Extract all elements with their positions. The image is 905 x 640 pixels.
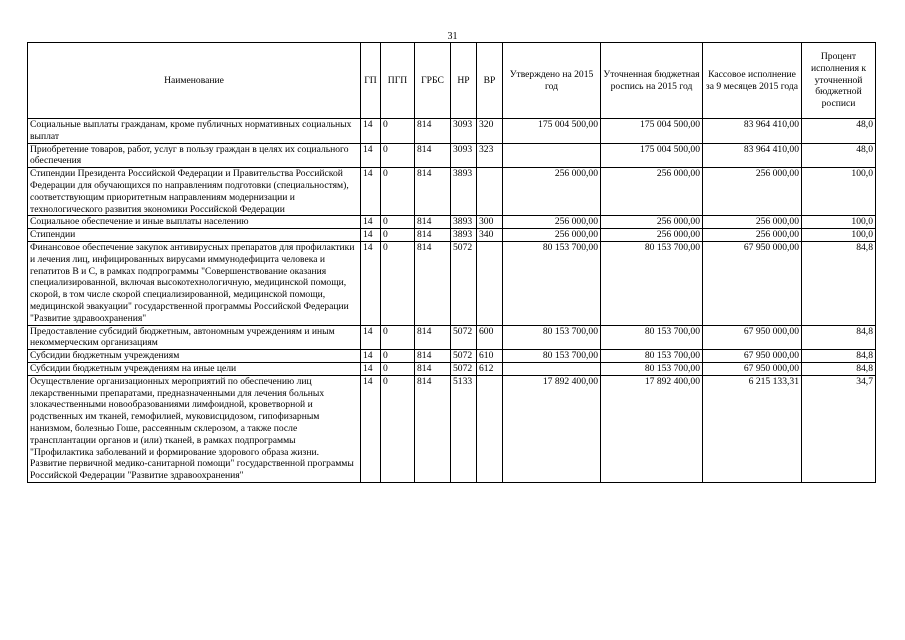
header-percent: Процент исполнения к уточненной бюджетной росписи (802, 43, 876, 119)
row-nr: 5072 (451, 325, 477, 350)
row-approved: 256 000,00 (503, 168, 601, 216)
row-ppgp: 0 (381, 119, 415, 144)
header-gp: ГП (361, 43, 381, 119)
row-name: Социальное обеспечение и иные выплаты населению (28, 216, 361, 229)
row-nr: 5072 (451, 350, 477, 363)
row-refined: 175 004 500,00 (601, 143, 703, 168)
row-name: Социальные выплаты гражданам, кроме публичных нормативных социальных выплат (28, 119, 361, 144)
table-row (28, 143, 876, 168)
table-row (28, 216, 876, 229)
row-grbs: 814 (415, 362, 451, 375)
row-refined: 256 000,00 (601, 168, 703, 216)
row-nr: 3893 (451, 216, 477, 229)
row-approved: 17 892 400,00 (503, 375, 601, 482)
table-row (28, 168, 876, 216)
header-refined: Уточненная бюджетная роспись на 2015 год (601, 43, 703, 119)
row-name: Приобретение товаров, работ, услуг в пользу граждан в целях их социального обеспечения (28, 143, 361, 168)
row-refined: 80 153 700,00 (601, 350, 703, 363)
row-ppgp: 0 (381, 168, 415, 216)
table-row (28, 375, 876, 482)
row-percent: 100,0 (802, 168, 876, 216)
row-vr (477, 168, 503, 216)
row-vr (477, 241, 503, 325)
table-row (28, 119, 876, 144)
row-cash: 67 950 000,00 (703, 350, 802, 363)
header-nr: НР (451, 43, 477, 119)
row-gp: 14 (361, 375, 381, 482)
row-refined: 256 000,00 (601, 229, 703, 242)
row-vr: 300 (477, 216, 503, 229)
row-ppgp: 0 (381, 362, 415, 375)
table-header (28, 43, 876, 119)
row-nr: 3893 (451, 229, 477, 242)
row-percent: 84,8 (802, 325, 876, 350)
row-cash: 67 950 000,00 (703, 241, 802, 325)
row-percent: 48,0 (802, 119, 876, 144)
row-percent: 84,8 (802, 350, 876, 363)
row-vr: 610 (477, 350, 503, 363)
row-ppgp: 0 (381, 350, 415, 363)
row-ppgp: 0 (381, 241, 415, 325)
header-name: Наименование (28, 43, 361, 119)
row-grbs: 814 (415, 143, 451, 168)
row-cash: 83 964 410,00 (703, 119, 802, 144)
row-refined: 175 004 500,00 (601, 119, 703, 144)
row-name: Стипендии Президента Российской Федерации и Правительства Российской Федерации для обучающихся по направлениям подготовки (специальностям), соответствующим приоритетным направлениям модернизации и технологического развития экономики Российской Федерации (28, 168, 361, 216)
row-nr: 5072 (451, 241, 477, 325)
row-grbs: 814 (415, 350, 451, 363)
row-vr (477, 375, 503, 482)
row-approved: 80 153 700,00 (503, 325, 601, 350)
row-name: Финансовое обеспечение закупок антивирусных препаратов для профилактики и лечения лиц, инфицированных вирусами иммунодефицита человека и гепатитов В и С, в рамках подпрограммы "Совершенствование оказания специализированной, включая высокотехнологичную, медицинской помощи, скорой, в том числе скорой специализированной, медицинской помощи, медицинской эвакуации" государственной программы Российской Федерации "Развитие здравоохранения" (28, 241, 361, 325)
row-cash: 67 950 000,00 (703, 362, 802, 375)
row-refined: 80 153 700,00 (601, 362, 703, 375)
row-vr: 320 (477, 119, 503, 144)
row-cash: 256 000,00 (703, 216, 802, 229)
row-gp: 14 (361, 241, 381, 325)
row-approved (503, 362, 601, 375)
row-vr: 323 (477, 143, 503, 168)
row-cash: 67 950 000,00 (703, 325, 802, 350)
row-name: Предоставление субсидий бюджетным, автономным учреждениям и иным некоммерческим организациям (28, 325, 361, 350)
table-row (28, 362, 876, 375)
row-gp: 14 (361, 119, 381, 144)
row-refined: 256 000,00 (601, 216, 703, 229)
table-row (28, 350, 876, 363)
row-nr: 3093 (451, 143, 477, 168)
row-ppgp: 0 (381, 143, 415, 168)
row-refined: 80 153 700,00 (601, 241, 703, 325)
row-grbs: 814 (415, 325, 451, 350)
row-nr: 5133 (451, 375, 477, 482)
row-nr: 5072 (451, 362, 477, 375)
table-row (28, 229, 876, 242)
row-cash: 6 215 133,31 (703, 375, 802, 482)
header-ppgp: ПГП (381, 43, 415, 119)
row-gp: 14 (361, 143, 381, 168)
row-approved: 175 004 500,00 (503, 119, 601, 144)
row-grbs: 814 (415, 168, 451, 216)
budget-table (27, 42, 876, 483)
row-gp: 14 (361, 168, 381, 216)
row-gp: 14 (361, 325, 381, 350)
row-name: Субсидии бюджетным учреждениям на иные цели (28, 362, 361, 375)
page-number: 31 (447, 31, 458, 42)
header-grbs: ГРБС (415, 43, 451, 119)
row-gp: 14 (361, 216, 381, 229)
row-refined: 17 892 400,00 (601, 375, 703, 482)
row-gp: 14 (361, 229, 381, 242)
header-vr: ВР (477, 43, 503, 119)
row-cash: 256 000,00 (703, 229, 802, 242)
table-row (28, 241, 876, 325)
row-ppgp: 0 (381, 216, 415, 229)
row-approved: 256 000,00 (503, 229, 601, 242)
row-vr: 612 (477, 362, 503, 375)
row-nr: 3093 (451, 119, 477, 144)
row-grbs: 814 (415, 229, 451, 242)
row-approved: 80 153 700,00 (503, 350, 601, 363)
table-row (28, 325, 876, 350)
row-grbs: 814 (415, 119, 451, 144)
row-percent: 100,0 (802, 229, 876, 242)
row-cash: 256 000,00 (703, 168, 802, 216)
row-grbs: 814 (415, 216, 451, 229)
header-approved: Утверждено на 2015 год (503, 43, 601, 119)
row-gp: 14 (361, 350, 381, 363)
row-percent: 84,8 (802, 241, 876, 325)
row-ppgp: 0 (381, 229, 415, 242)
row-percent: 48,0 (802, 143, 876, 168)
row-name: Осуществление организационных мероприятий по обеспечению лиц лекарственными препаратами, предназначенными для лечения больных злокачественными новообразованиями лимфоидной, кроветворной и родственных им тканей, гемофилией, муковисцидозом, гипофизарным нанизмом, болезнью Гоше, рассеянным склерозом, а также после трансплантации органов и (или) тканей, в рамках подпрограммы "Профилактика заболеваний и формирование здорового образа жизни. Развитие первичной медико-санитарной помощи" государственной программы Российской Федерации "Развитие здравоохранения" (28, 375, 361, 482)
row-gp: 14 (361, 362, 381, 375)
row-ppgp: 0 (381, 375, 415, 482)
row-percent: 84,8 (802, 362, 876, 375)
table-body (28, 119, 876, 483)
row-name: Стипендии (28, 229, 361, 242)
row-percent: 100,0 (802, 216, 876, 229)
row-approved: 256 000,00 (503, 216, 601, 229)
row-percent: 34,7 (802, 375, 876, 482)
row-name: Субсидии бюджетным учреждениям (28, 350, 361, 363)
row-grbs: 814 (415, 241, 451, 325)
row-cash: 83 964 410,00 (703, 143, 802, 168)
row-refined: 80 153 700,00 (601, 325, 703, 350)
row-vr: 340 (477, 229, 503, 242)
row-vr: 600 (477, 325, 503, 350)
row-approved: 80 153 700,00 (503, 241, 601, 325)
header-cash: Кассовое исполнение за 9 месяцев 2015 года (703, 43, 802, 119)
row-approved (503, 143, 601, 168)
row-nr: 3893 (451, 168, 477, 216)
row-ppgp: 0 (381, 325, 415, 350)
row-grbs: 814 (415, 375, 451, 482)
